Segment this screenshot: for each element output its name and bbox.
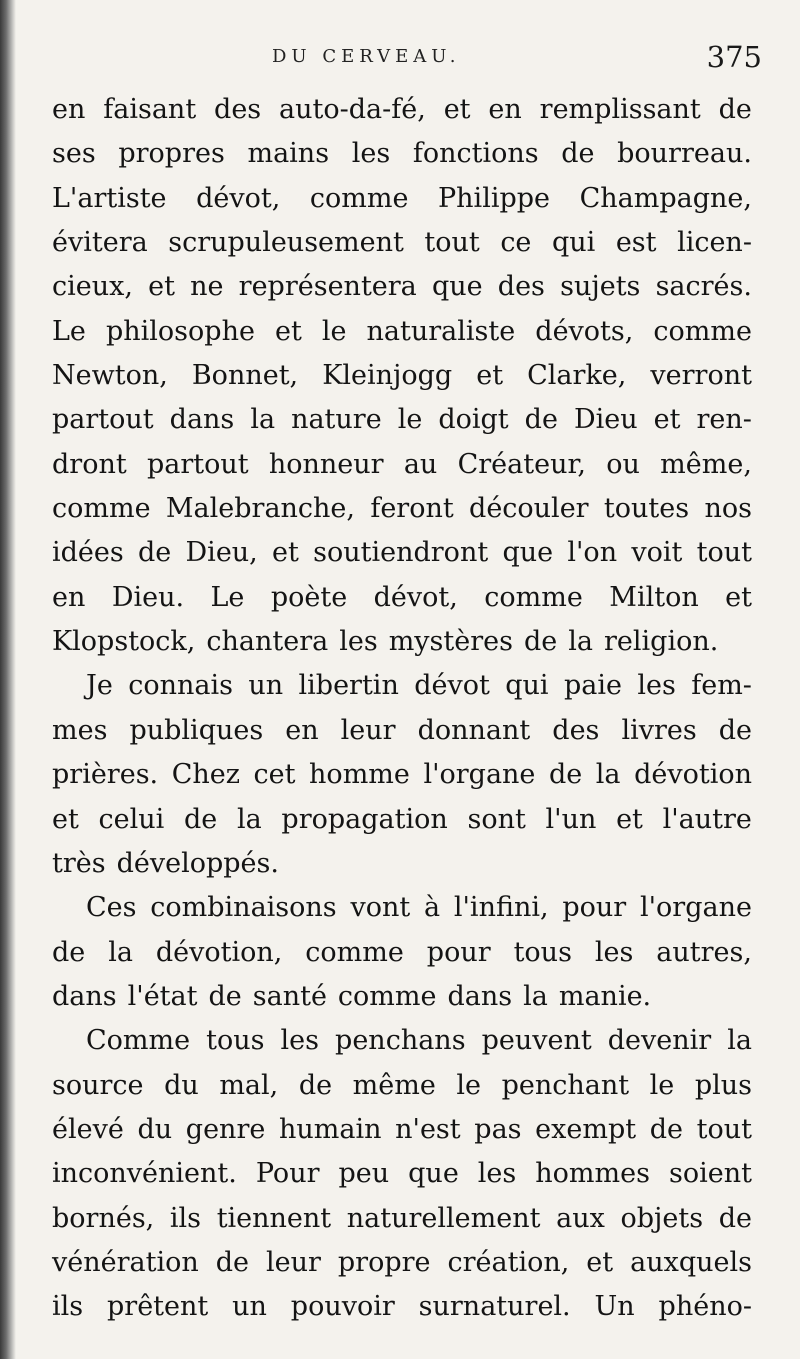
word: les <box>339 626 378 658</box>
word: fonctions <box>412 138 539 170</box>
word: Malebranche, <box>165 493 355 525</box>
word: genre <box>185 1113 266 1145</box>
text-line <box>52 487 752 531</box>
word: de <box>52 936 86 968</box>
word: remplissant <box>539 94 701 125</box>
word: sacrés. <box>655 271 752 303</box>
word: soient <box>668 1158 752 1190</box>
word: de <box>524 404 558 436</box>
word: tout <box>696 537 752 569</box>
word: prières. <box>52 759 159 791</box>
text-line <box>52 221 752 265</box>
word: ses <box>52 138 96 170</box>
page-number: 375 <box>706 40 762 74</box>
word: la <box>108 936 133 968</box>
word: et <box>272 537 299 569</box>
word: les <box>351 138 391 170</box>
word: l'autre <box>662 803 752 835</box>
word: Bonnet, <box>191 360 299 392</box>
word: combinaisons <box>150 892 337 924</box>
text-line <box>52 931 752 975</box>
word: Champagne, <box>579 182 752 214</box>
word: Comme <box>86 1025 191 1057</box>
word: en <box>285 714 319 746</box>
word: l'infini, <box>453 892 549 924</box>
book-page <box>52 0 762 1359</box>
text-line <box>52 310 752 354</box>
word: de <box>718 714 752 746</box>
word: un <box>232 1291 267 1323</box>
word: ils <box>52 1291 84 1323</box>
text-line <box>52 886 752 930</box>
word: source <box>52 1069 144 1101</box>
word: de <box>298 1069 333 1101</box>
word: de <box>524 626 558 658</box>
word: la <box>250 404 276 436</box>
word: chantera <box>206 626 329 658</box>
word: dévotion, <box>155 936 283 968</box>
word: partout <box>146 448 249 480</box>
word: toutes <box>603 493 690 525</box>
text-line <box>52 531 752 575</box>
word: exempt <box>535 1113 637 1145</box>
word: des <box>497 271 545 303</box>
word: libertin <box>298 670 399 702</box>
word: même, <box>660 448 752 480</box>
word: leur <box>265 1246 321 1278</box>
word: l'organe <box>639 892 752 924</box>
text-line <box>52 975 752 1019</box>
word: de <box>548 759 583 791</box>
word: Créateur, <box>457 448 586 480</box>
word: la <box>523 980 548 1012</box>
word: vont <box>350 892 411 924</box>
word: et <box>653 404 681 436</box>
word: dévot, <box>196 182 281 214</box>
word: Dieu, <box>185 537 258 569</box>
word: que <box>408 1158 459 1190</box>
word: aux <box>556 1202 605 1234</box>
word: et <box>274 315 302 347</box>
word: autres, <box>656 936 752 968</box>
text-line <box>52 354 752 398</box>
word: mes <box>52 714 108 746</box>
word: Chez <box>171 759 240 791</box>
word: doigt <box>438 404 509 436</box>
word: ils <box>169 1202 202 1234</box>
word: ne <box>190 271 224 303</box>
word: Dieu <box>573 404 638 436</box>
word: dévotion <box>634 759 752 791</box>
word: Ces <box>86 892 137 924</box>
word: feront <box>370 493 454 525</box>
text-line <box>52 88 752 132</box>
word: sont <box>467 803 526 835</box>
word: pouvoir <box>290 1291 395 1323</box>
word: la <box>595 759 621 791</box>
word: Klopstock, <box>52 626 196 658</box>
running-head: DU CERVEAU. <box>272 46 461 67</box>
word: idées <box>52 537 124 569</box>
word: inconvénient. <box>52 1158 237 1190</box>
word: prêtent <box>107 1291 209 1323</box>
word: bourreau. <box>617 138 752 170</box>
word: devenir <box>607 1025 712 1057</box>
word: et <box>443 94 471 125</box>
word: santé <box>252 980 327 1012</box>
word: pour <box>426 936 491 968</box>
text-line <box>52 842 752 886</box>
text-line <box>52 1197 752 1241</box>
text-line <box>52 1241 752 1285</box>
word: honneur <box>268 448 384 480</box>
word: ren- <box>696 404 752 436</box>
word: dront <box>52 448 127 480</box>
word: Newton, <box>52 360 168 392</box>
word: homme <box>309 759 410 791</box>
word: Un <box>594 1291 635 1323</box>
word: le <box>649 1069 675 1101</box>
word: comme <box>653 315 752 347</box>
word: nature <box>291 404 382 436</box>
word: un <box>248 670 284 702</box>
word: découler <box>469 493 589 525</box>
word: soutiendront <box>313 537 489 569</box>
word: ou <box>606 448 640 480</box>
word: l'on <box>567 537 618 569</box>
word: que <box>431 271 483 303</box>
word: vénération <box>52 1246 199 1278</box>
word: du <box>137 1113 173 1145</box>
word: voit <box>631 537 683 569</box>
word: Le <box>210 581 245 613</box>
word: paie <box>563 670 622 702</box>
word: la <box>727 1025 752 1057</box>
word: le <box>321 315 347 347</box>
word: leur <box>340 714 396 746</box>
word: sujets <box>560 271 641 303</box>
word: auto-da-fé, <box>279 94 426 125</box>
word: Milton <box>609 581 699 613</box>
word: propagation <box>281 803 448 835</box>
word: le <box>397 404 423 436</box>
word: mal, <box>219 1069 279 1101</box>
word: en <box>488 94 522 125</box>
text-line <box>52 709 752 753</box>
word: publiques <box>129 714 264 746</box>
word: bornés, <box>52 1202 155 1234</box>
word: licen- <box>677 227 752 259</box>
word: auxquels <box>630 1246 752 1278</box>
word: Philippe <box>438 182 551 214</box>
word: religion. <box>604 626 719 658</box>
word: verront <box>650 360 752 392</box>
word: philosophe <box>105 315 255 347</box>
word: penchans <box>335 1025 466 1057</box>
word: poète <box>270 581 348 613</box>
text-line <box>52 265 752 309</box>
word: Dieu. <box>111 581 185 613</box>
text-line <box>52 132 752 176</box>
text-line <box>52 1285 752 1329</box>
word: de <box>649 1113 683 1145</box>
word: comme <box>305 936 404 968</box>
word: même <box>352 1069 436 1101</box>
word: cieux, <box>52 271 133 303</box>
word: les <box>594 936 634 968</box>
word: pas <box>474 1113 522 1145</box>
word: en <box>52 581 86 613</box>
word: des <box>214 94 262 125</box>
word: les <box>477 1158 517 1190</box>
word: et <box>616 803 643 835</box>
word: tout <box>424 227 480 259</box>
word: à <box>423 892 441 924</box>
word: ce <box>500 227 532 259</box>
word: naturaliste <box>366 315 516 347</box>
body-text <box>52 88 752 1330</box>
word: nos <box>704 493 752 525</box>
word: et <box>148 271 175 303</box>
word: dévots, <box>535 315 634 347</box>
word: création, <box>447 1246 570 1278</box>
word: celui <box>98 803 165 835</box>
word: faisant <box>103 94 197 125</box>
word: pour <box>562 892 627 924</box>
word: fem- <box>691 670 752 702</box>
word: propres <box>118 138 225 170</box>
word: qui <box>505 670 549 702</box>
word: Kleinjogg <box>322 360 453 392</box>
word: très <box>52 847 106 879</box>
word: livres <box>621 714 697 746</box>
text-line <box>52 576 752 620</box>
word: au <box>403 448 438 480</box>
word: plus <box>694 1069 752 1101</box>
text-line <box>52 753 752 797</box>
word: cet <box>253 759 296 791</box>
word: comme <box>484 581 583 613</box>
word: partout <box>52 404 154 436</box>
text-line <box>52 1152 752 1196</box>
word: comme <box>337 980 437 1012</box>
word: manie. <box>558 980 652 1012</box>
text-line <box>52 1064 752 1108</box>
word: et <box>52 803 79 835</box>
word: de <box>138 537 172 569</box>
word: mystères <box>388 626 513 658</box>
word: naturellement <box>346 1202 541 1234</box>
word: propre <box>337 1246 431 1278</box>
word: peu <box>338 1158 390 1190</box>
word: développés. <box>116 847 279 879</box>
word: représentera <box>238 271 417 303</box>
word: l'un <box>545 803 597 835</box>
word: élevé <box>52 1113 124 1145</box>
text-line <box>52 443 752 487</box>
word: en <box>52 94 86 125</box>
word: de <box>215 1246 249 1278</box>
word: l'état <box>127 980 198 1012</box>
word: et <box>725 581 752 613</box>
word: la <box>236 803 262 835</box>
word: qui <box>551 227 596 259</box>
word: objets <box>620 1202 704 1234</box>
word: mains <box>247 138 330 170</box>
word: penchant <box>501 1069 630 1101</box>
word: les <box>637 670 676 702</box>
text-line <box>52 798 752 842</box>
word: et <box>476 360 504 392</box>
word: L'artiste <box>52 182 167 214</box>
word: les <box>280 1025 320 1057</box>
word: connais <box>128 670 233 702</box>
word: phéno- <box>658 1291 752 1323</box>
word: de <box>718 94 752 125</box>
word: tout <box>696 1113 752 1145</box>
word: la <box>568 626 593 658</box>
word: donnant <box>417 714 531 746</box>
word: tous <box>513 936 572 968</box>
word: Le <box>52 315 86 347</box>
word: comme <box>309 182 409 214</box>
word: n'est <box>395 1113 461 1145</box>
word: dévot <box>414 670 490 702</box>
word: de <box>184 803 218 835</box>
word: Clarke, <box>527 360 627 392</box>
text-line <box>52 620 752 664</box>
word: dévot, <box>373 581 458 613</box>
word: dans <box>169 404 235 436</box>
word: de <box>208 980 242 1012</box>
word: que <box>502 537 554 569</box>
word: humain <box>278 1113 382 1145</box>
word: de <box>718 1202 752 1234</box>
word: dans <box>52 980 117 1012</box>
word: dans <box>447 980 513 1012</box>
text-line <box>52 398 752 442</box>
text-line <box>52 664 752 708</box>
word: du <box>164 1069 199 1101</box>
word: surnaturel. <box>418 1291 571 1323</box>
word: comme <box>52 493 151 525</box>
text-line <box>52 177 752 221</box>
word: est <box>615 227 657 259</box>
word: Je <box>86 670 113 702</box>
text-line <box>52 1019 752 1063</box>
word: Pour <box>255 1158 320 1190</box>
word: évitera <box>52 227 148 259</box>
word: le <box>456 1069 481 1101</box>
word: et <box>586 1246 614 1278</box>
word: scrupuleusement <box>168 227 404 259</box>
text-line <box>52 1108 752 1152</box>
word: l'organe <box>423 759 536 791</box>
word: des <box>552 714 600 746</box>
word: de <box>561 138 595 170</box>
word: tous <box>206 1025 265 1057</box>
word: tiennent <box>216 1202 332 1234</box>
word: peuvent <box>481 1025 592 1057</box>
book-spine-shadow <box>0 0 16 1359</box>
word: hommes <box>535 1158 650 1190</box>
